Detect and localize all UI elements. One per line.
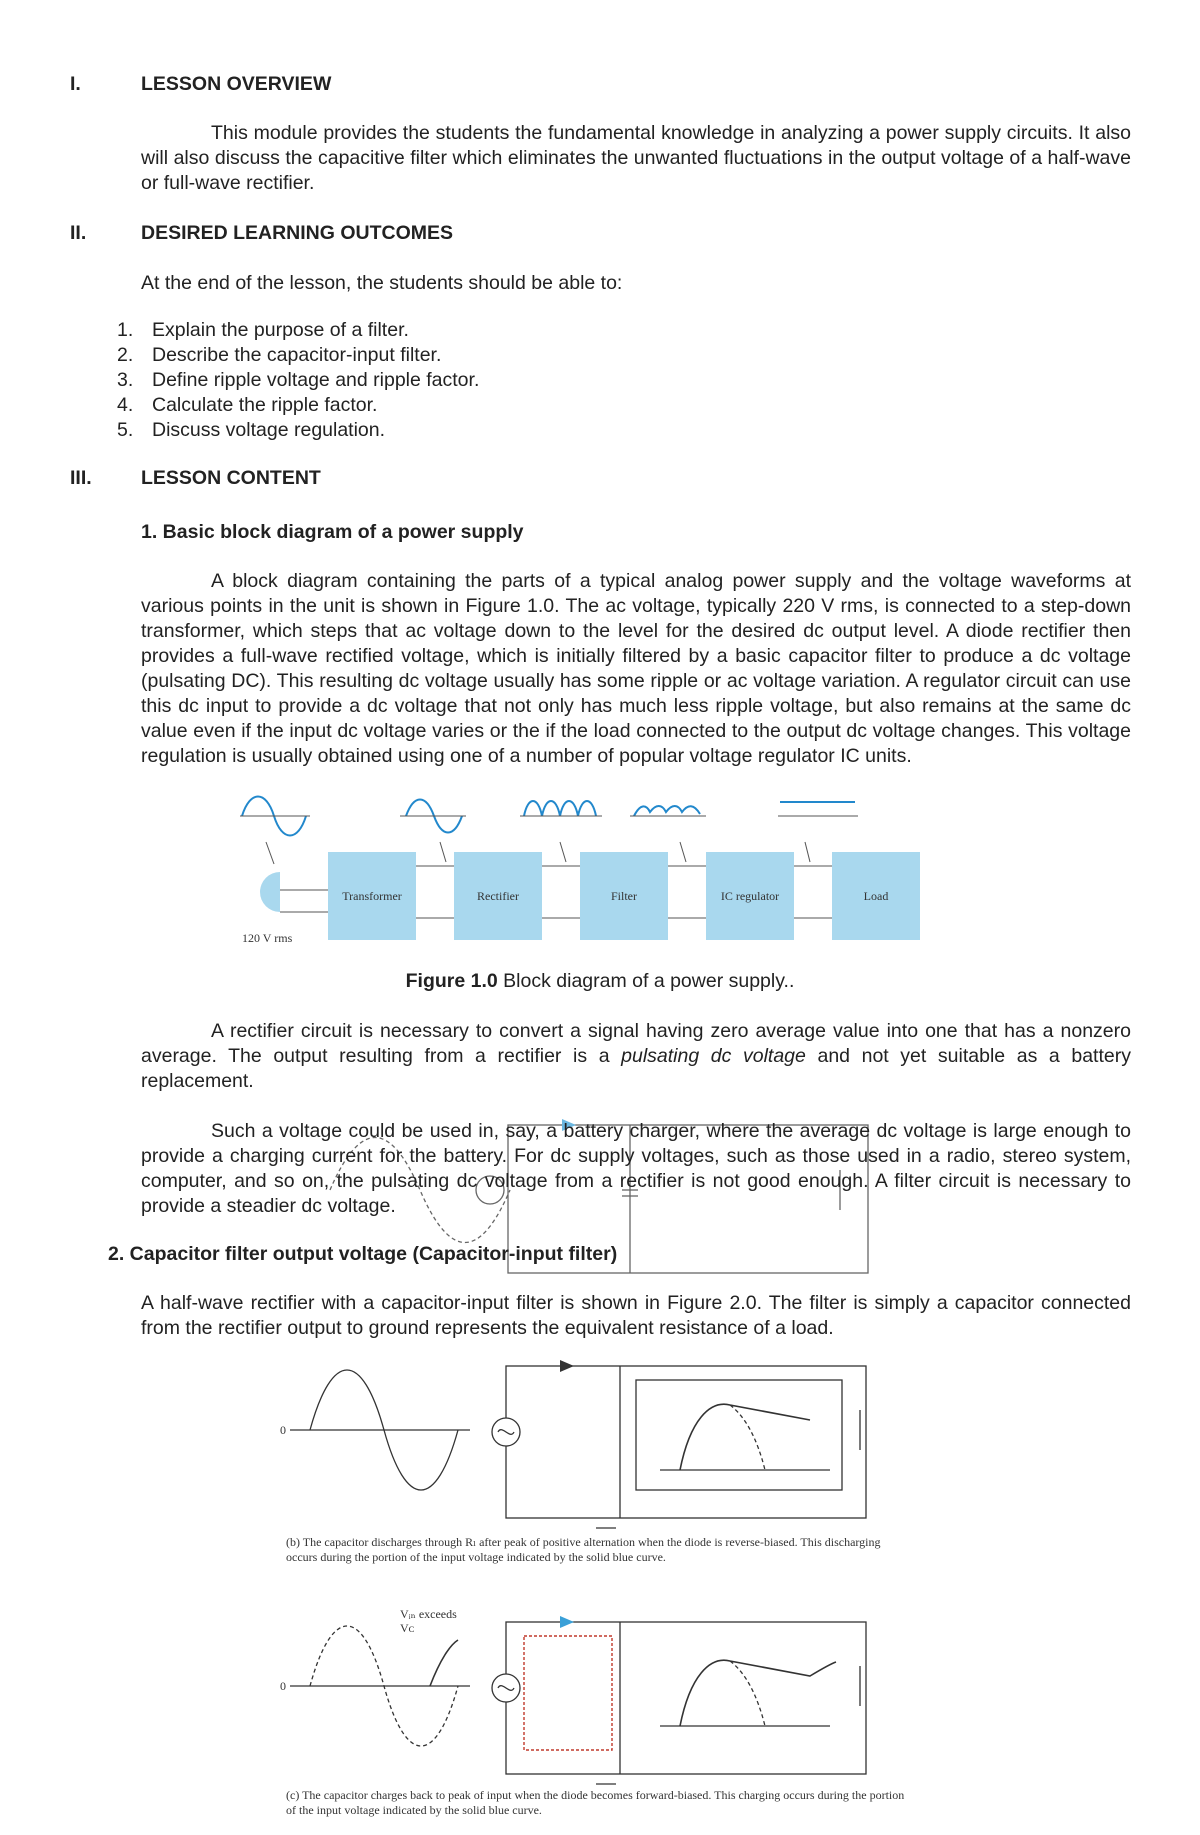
battery-paragraph: Such a voltage could be used in, say, a battery charger, where the average dc voltage is large enough to provide a charging current for the battery. For dc supply voltages, such as those used in a radio, stereo system, computer, and so on, the pulsating dc voltage from a rectifier is not good enough. A filter circuit is necessary to provide a steadier dc voltage. <box>141 1120 1131 1217</box>
section-number: III. <box>70 467 92 489</box>
svg-text:Vᵢₙ exceeds: Vᵢₙ exceeds <box>400 1607 457 1621</box>
list-item: 1. Explain the purpose of a filter. <box>117 319 409 341</box>
circuit-figure-c <box>280 1600 880 1790</box>
capacitor-filter-paragraph: A half-wave rectifier with a capacitor-input filter is shown in Figure 2.0. The filter is simply a capacitor connected from the rectifier output to ground represents the equivalent resistance of a load. <box>141 1292 1131 1339</box>
plug-icon <box>260 872 280 912</box>
outcomes-intro: At the end of the lesson, the students should be able to: <box>141 272 623 294</box>
block-label: Filter <box>611 889 637 903</box>
block-diagram-paragraph: A block diagram containing the parts of a typical analog power supply and the voltage waveforms at various points in the unit is shown in Figure 1.0. The ac voltage, typically 220 V rms, is connected to a step-down transformer, which steps that ac voltage down to the level for the desired dc output level. A diode rectifier then provides a full-wave rectified voltage, which is initially filtered by a basic capacitor filter to produce a dc voltage (pulsating DC). This resulting dc voltage usually has some ripple or ac voltage variation. A regulator circuit can use this dc input to provide a dc voltage that not only has much less ripple voltage, but also remains at the same dc value even if the input dc voltage varies or the if the load connected to the output dc voltage changes. This voltage regulation is usually obtained using one of a number of popular voltage regulator IC units. <box>141 570 1131 767</box>
list-item: 2. Describe the capacitor-input filter. <box>117 344 442 366</box>
figure-label: Figure 1.0 <box>405 970 498 992</box>
figure-caption-c: (c) The capacitor charges back to peak of input when the diode becomes forward-biased. This charging occurs during the portion of the input voltage indicated by the solid blue curve. <box>286 1788 905 1817</box>
ripple-waveform-icon <box>634 806 700 816</box>
figure-caption-b: (b) The capacitor discharges through Rₗ after peak of positive alternation when the diode is reverse-biased. This discharging occurs during the portion of the input voltage indicated by the solid blue curve. <box>286 1535 881 1564</box>
list-item: 4. Calculate the ripple factor. <box>117 394 378 416</box>
list-item: 5. Discuss voltage regulation. <box>117 419 386 441</box>
block-label: IC regulator <box>720 889 780 903</box>
charging-current-path <box>524 1636 612 1750</box>
outcomes-list <box>100 318 479 443</box>
subsection-title-capacitor-filter: 2. Capacitor filter output voltage (Capacitor-input filter) <box>108 1243 618 1265</box>
section-number: II. <box>70 222 87 244</box>
svg-text:Vᴄ: Vᴄ <box>400 1621 415 1635</box>
svg-text:0: 0 <box>280 1679 286 1693</box>
diode-icon <box>560 1616 574 1628</box>
section-title-content: LESSON CONTENT <box>141 467 321 489</box>
section-title-outcomes: DESIRED LEARNING OUTCOMES <box>141 222 454 244</box>
circuit-figure-b <box>280 1350 880 1540</box>
rectifier-paragraph: A rectifier circuit is necessary to convert a signal having zero average value into one that has a nonzero average. The output resulting from a rectifier is a pulsating dc voltage and not yet suitable as a battery replacement. <box>141 1020 1131 1092</box>
section-number: I. <box>70 73 81 95</box>
block-label: Load <box>863 889 889 903</box>
svg-text:0: 0 <box>280 1423 286 1437</box>
source-label: 120 V rms <box>242 931 293 945</box>
block-label: Transformer <box>342 889 402 903</box>
figure-caption-text: Block diagram of a power supply.. <box>503 970 795 992</box>
subsection-title-block-diagram: 1. Basic block diagram of a power supply <box>141 521 524 543</box>
diode-icon <box>560 1360 574 1372</box>
figure-caption <box>0 970 1200 993</box>
emphasis-text: pulsating dc voltage <box>621 1045 806 1067</box>
section-title-overview: LESSON OVERVIEW <box>141 73 332 95</box>
rectified-waveform-icon <box>524 801 596 816</box>
list-item: 3. Define ripple voltage and ripple factor. <box>117 369 480 391</box>
overview-paragraph: This module provides the students the fundamental knowledge in analyzing a power supply circuits. It also will also discuss the capacitive filter which eliminates the unwanted fluctuations in the output voltage of a half-wave or full-wave rectifier. <box>141 122 1131 194</box>
block-diagram-figure <box>230 790 930 960</box>
block-label: Rectifier <box>477 889 519 903</box>
